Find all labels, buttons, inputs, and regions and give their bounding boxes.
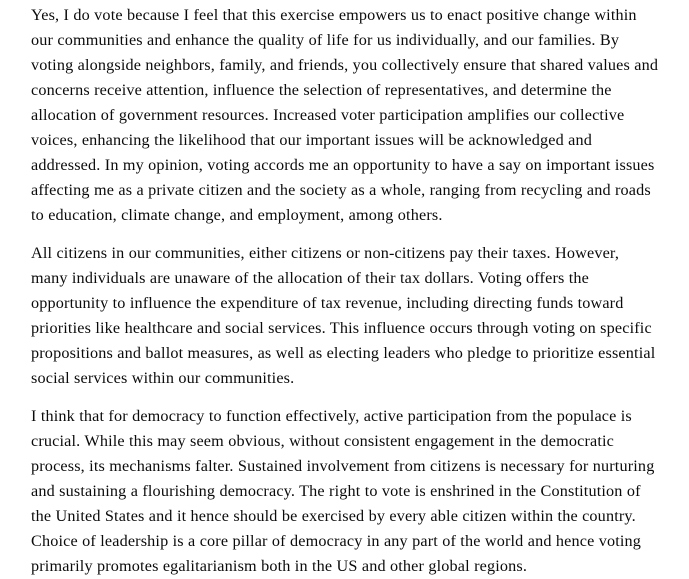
paragraph-democracy-participation: I think that for democracy to function effectively, active participation from the populace is crucial. While this may seem obvious, without consistent engagement in the democratic process, its mechanisms falter. Sustained involvement from citizens is necessary for nurturing and sustaining a flourishing democracy. The right to vote is enshrined in the Constitution of the United States and it hence should be exercised by every able citizen within the country. Choice of leadership is a core pillar of democracy in any part of the world and hence voting primarily promotes egalitarianism both in the US and other global regions. xyxy=(31,407,655,575)
paragraph-voting-empowerment: Yes, I do vote because I feel that this exercise empowers us to enact positive change within our communities and enhance the quality of life for us individually, and our families. By voting alongside neighbors, family, and friends, you collectively ensure that shared values and concerns receive attention, influence the selection of representatives, and determine the allocation of government resources. Increased voter participation amplifies our collective voices, enhancing the likelihood that our important issues will be acknowledged and addressed. In my opinion, voting accords me an opportunity to have a say on important issues affecting me as a private citizen and the society as a whole, ranging from recycling and roads to education, climate change, and employment, among others. xyxy=(31,6,659,224)
paragraph-tax-allocation: All citizens in our communities, either citizens or non-citizens pay their taxes. However, many individuals are unaware of the allocation of their tax dollars. Voting offers the opportunity to influence the expenditure of tax revenue, including directing funds toward priorities like healthcare and social services. This influence occurs through voting on specific propositions and ballot measures, as well as electing leaders who pledge to prioritize essential social services within our communities. xyxy=(31,244,656,387)
document-text-body xyxy=(31,3,659,579)
